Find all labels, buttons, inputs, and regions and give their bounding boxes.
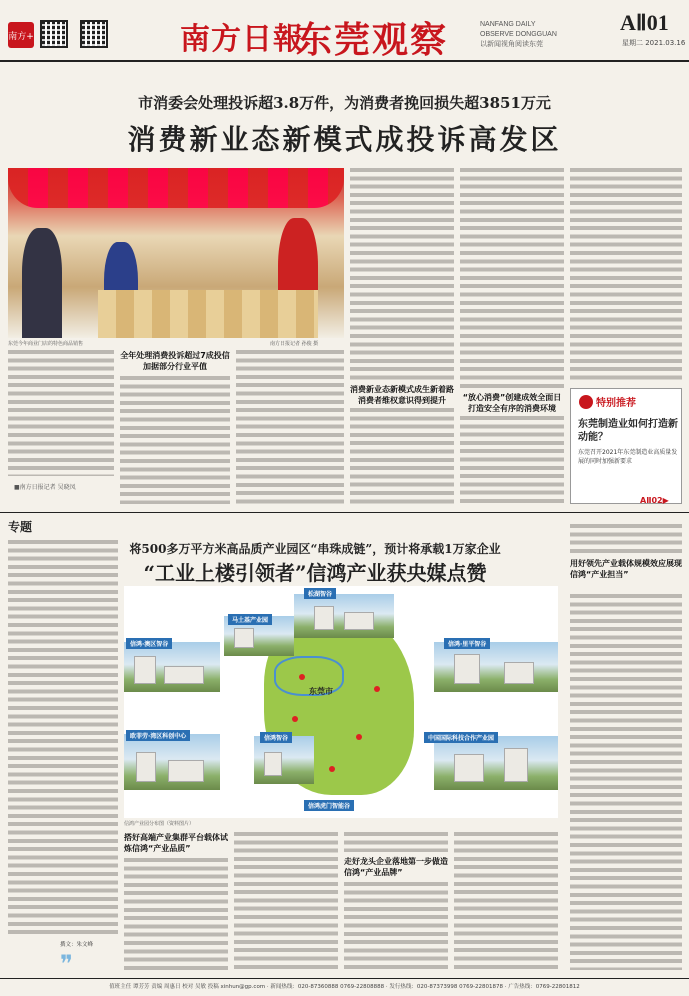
subtitle-line: NANFANG DAILY (480, 21, 536, 28)
editor-credit: 撰文：朱文峰 (60, 942, 94, 948)
article-subhead: 走好龙头企业落地第一步做造信鸿“产业品牌” (344, 857, 448, 877)
map-label: 信鸿·里平智谷 (444, 638, 490, 649)
page-footer: 值班主任 谭芳芳 责编 周惠日 校对 吴敏 投稿 xinhun@gp.com · 新闻热线：020-87360888 0769-22808888 · 发行热线：020-87373998 0769-22801878 · 广告热线：0769-22801812 (109, 984, 580, 990)
park-thumbnail (434, 736, 558, 790)
map-pin-icon (329, 766, 335, 772)
article-column (460, 168, 564, 388)
recommend-subtitle: 东莞召开2021年东莞制造业高质量发展的同时加强新要求 (578, 449, 678, 465)
recommend-icon (579, 395, 593, 409)
article-column (8, 540, 118, 936)
park-thumbnail (124, 642, 220, 692)
article-column (8, 350, 114, 476)
feature-kicker: 将500多万平方米高品质产业园区“串珠成链”，预计将承载1万家企业 (129, 542, 501, 556)
feature-headline: “工业上楼引领者”信鸿产业获央媒点赞 (143, 561, 487, 585)
article-column (124, 858, 228, 970)
industrial-park-map (124, 586, 558, 818)
food-stall (98, 290, 318, 338)
park-thumbnail (294, 594, 394, 638)
map-label: 中国国际科技合作产业园 (424, 732, 498, 743)
map-city-label: 东莞市 (309, 687, 333, 696)
park-thumbnail (434, 642, 558, 692)
article-column (120, 376, 230, 504)
masthead (0, 0, 689, 62)
article-subhead: 用好领先产业载体规模效应展现信鸿“产业担当” (570, 559, 682, 579)
map-label: 信鸿智谷 (260, 732, 292, 743)
page-number: AⅡ01 (620, 10, 669, 35)
article-column (570, 168, 682, 382)
map-pin-icon (292, 716, 298, 722)
photo-caption: 东莞今年商业门店的特色商品销售 (8, 341, 84, 347)
lantern-decoration (8, 168, 344, 208)
nanfang-plus-logo: 南方+ (8, 22, 34, 48)
section-divider (0, 512, 689, 513)
page-jump-link[interactable]: AⅡ02▶ (640, 496, 669, 505)
article-subhead: 搭好高端产业集群平台载体试炼信鸿“产业品质” (124, 833, 228, 853)
article-subhead: “放心消费”创建成效全面日打造安全有序的消费环境 (462, 393, 562, 413)
photo-credit: 南方日报记者 孙俊 摄 (270, 341, 319, 347)
subtitle-line: OBSERVE DONGGUAN (480, 31, 557, 38)
park-thumbnail (254, 736, 314, 784)
article-byline: ■南方日报记者 吴晓凤 (14, 484, 76, 491)
article-subhead: 消费新业态新模式成生新着路消费者维权意识得到提升 (350, 385, 454, 405)
park-thumbnail (124, 734, 220, 790)
market-photo (8, 168, 344, 338)
map-caption: 信鸿产业园分布图（资料图片） (124, 821, 195, 827)
article-column (570, 524, 682, 554)
qr-code-icon (40, 20, 68, 48)
footer-divider (0, 978, 689, 979)
newspaper-title: 南方日報 (180, 22, 304, 57)
map-pin-icon (356, 734, 362, 740)
map-label: 马土基产业园 (228, 614, 272, 625)
article-column (350, 408, 454, 504)
recommend-title[interactable]: 东莞制造业如何打造新动能？ (578, 419, 678, 443)
recommend-badge (579, 394, 636, 409)
article-column (344, 882, 448, 970)
edition-date: 星期二 2021.03.16 (622, 39, 686, 47)
section-title: 东莞观察 (296, 20, 449, 61)
story-headline: 消费新业态新模式成投诉高发区 (127, 123, 562, 156)
article-column (460, 416, 564, 504)
subtitle-line: 以新闻视角阅读东莞 (480, 41, 543, 48)
story-kicker: 市消委会处理投诉超3.8万件，为消费者挽回损失超3851万元 (138, 94, 551, 112)
article-column (344, 832, 448, 852)
article-column (350, 168, 454, 380)
quote-mark-icon: ❞ (60, 950, 73, 978)
recommend-label: 特别推荐 (596, 398, 636, 409)
article-subhead: 全年处理消费投诉超过7成投信加据部分行业平值 (120, 351, 230, 371)
map-label: 松湖智谷 (304, 588, 336, 599)
feature-section-label: 专题 (8, 520, 33, 534)
map-label: 欧菲劳·湾区科创中心 (126, 730, 190, 741)
map-pin-icon (374, 686, 380, 692)
article-column (570, 594, 682, 970)
article-column (454, 832, 558, 970)
article-column (236, 350, 344, 504)
section-subtitle (480, 20, 557, 50)
map-label: 信鸿虎门智能谷 (304, 800, 354, 811)
map-pin-icon (299, 674, 305, 680)
article-column (234, 832, 338, 970)
qr-code-icon (80, 20, 108, 48)
map-label: 信鸿·澳区智谷 (126, 638, 172, 649)
photo-person (22, 228, 62, 338)
